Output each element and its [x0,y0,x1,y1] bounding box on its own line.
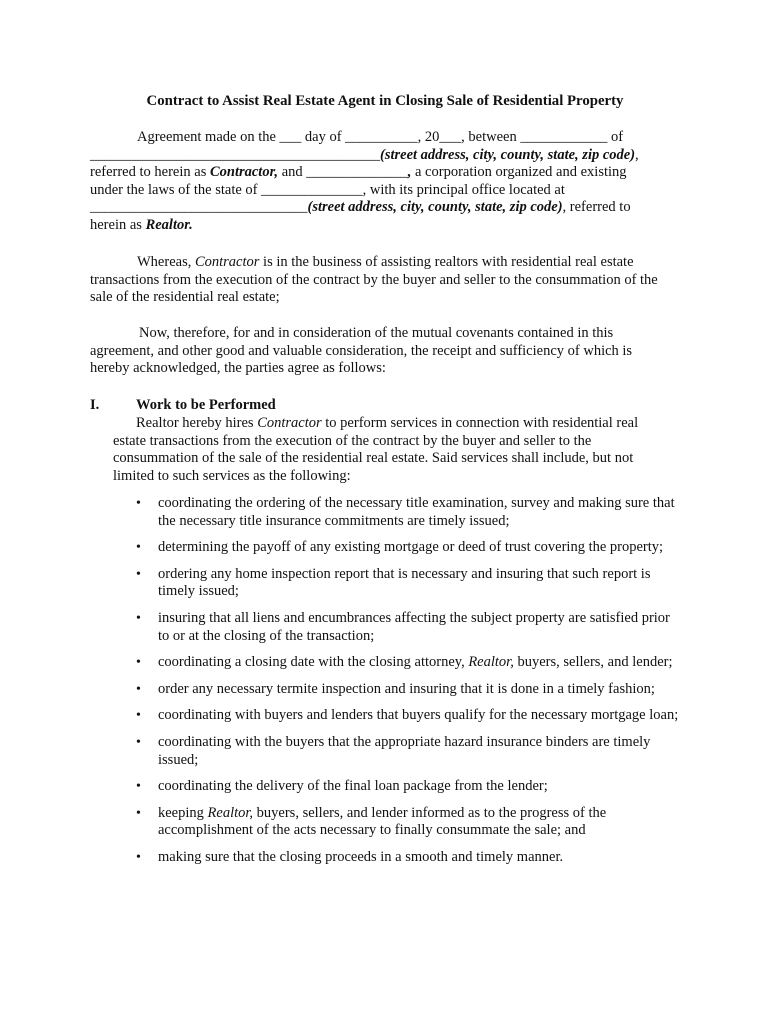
now-therefore-text: Now, therefore, for and in consideration of the mutual covenants contained in this agreement, and other good and valuable consideration, the receipt and sufficiency of which is hereby acknowledged, the parties agree as follows: [90,325,633,377]
list-item-text: buyers, sellers, and lender; [513,654,673,671]
comma: , [407,164,412,181]
contractor-term: Contractor, [209,164,279,181]
list-item [113,654,683,672]
list-item-text: making sure that the closing proceeds in a smooth and timely manner. [158,848,564,865]
realtor-term: Realtor, [207,804,254,821]
whereas-text: is in the business of assisting realtors with residential real estate transactions from the execution of the contract by the buyer and seller to the consummation of the sale of the residential real estate; [90,254,658,306]
corporation-text: a corporation organized and existing [411,164,627,181]
bullet-icon: • [136,681,141,697]
bullet-icon: • [136,496,141,511]
bullet-icon: • [136,708,141,724]
bullet-icon: • [136,610,141,626]
list-item-text: coordinating a closing date with the closing attorney, [158,654,469,671]
list-item-text: coordinating the delivery of the final loan package from the lender; [158,778,548,795]
realtor-term: Realtor. [145,216,193,233]
section-body [113,415,673,485]
bullet-icon: • [136,805,141,821]
section-heading: Work to be Performed [136,397,276,413]
contractor-term: Contractor [194,254,260,270]
list-item-text: coordinating with the buyers that the appropriate hazard insurance binders are timely issued; [158,733,651,768]
list-item [113,566,683,601]
list-item [113,539,683,557]
state-line: under the laws of the state of ______________, with its principal office located at [90,181,565,198]
list-item [113,707,683,725]
list-item-text: coordinating with buyers and lenders that buyers qualify for the necessary mortgage loan; [158,707,679,724]
list-item-text: coordinating the ordering of the necessary title examination, survey and making sure that the necessary title insurance commitments are timely issued; [158,495,675,529]
realtor-address-blank: ______________________________ [90,199,308,216]
list-item [113,734,683,769]
services-list [113,495,683,876]
list-item [113,849,683,867]
realtor-address-label: (street address, city, county, state, zip code) [307,199,563,216]
bullet-icon: • [136,655,141,671]
referred-text: referred to herein as [90,164,210,181]
bullet-icon: • [136,566,141,582]
list-item-text: ordering any home inspection report that is necessary and insuring that such report is timely issued; [158,565,651,600]
agreement-paragraph [90,129,670,235]
list-item [113,610,683,645]
agreement-line-1: Agreement made on the ___ day of __________, 20___, between ____________ of [137,129,624,145]
bullet-icon: • [136,540,141,556]
bullet-icon: • [136,734,141,750]
list-item [113,495,683,530]
contractor-address-blank: ________________________________________ [90,146,380,163]
list-item [113,681,683,699]
comma: , [635,146,639,163]
contractor-address-label: (street address, city, county, state, zip code) [380,146,636,163]
list-item [113,805,683,840]
realtor-term: Realtor, [468,654,514,671]
list-item-text: keeping [158,804,208,821]
list-item-text: determining the payoff of any existing mortgage or deed of trust covering the property; [158,539,664,556]
whereas-start: Whereas, [137,254,195,270]
section-body-start: Realtor hereby hires [136,415,258,431]
contractor-term: Contractor [257,415,322,431]
realtor-name-blank: and ______________ [278,164,408,181]
section-body-text: to perform services in connection with residential real estate transactions from the execution of the contract by the buyer and seller to the consummation of the sale of the residential real estate. Said services shall include, but not limited to such services as the following: [113,415,639,484]
now-therefore-paragraph [90,325,670,378]
bullet-icon: • [136,849,141,865]
herein-text: herein as [90,216,146,233]
list-item-text: order any necessary termite inspection and insuring that it is done in a timely fashion; [158,680,655,697]
document-title: Contract to Assist Real Estate Agent in Closing Sale of Residential Property [146,93,624,109]
list-item-text: buyers, sellers, and lender informed as to the progress of the accomplishment of the acts necessary to finally consummate the sale; and [158,804,607,839]
referred-to-text: , referred to [562,199,631,216]
list-item-text: insuring that all liens and encumbrances affecting the subject property are satisfied prior to or at the closing of the transaction; [158,609,670,644]
bullet-icon: • [136,779,141,795]
list-item [113,778,683,796]
section-number: I. [90,397,100,413]
whereas-paragraph [90,254,670,307]
